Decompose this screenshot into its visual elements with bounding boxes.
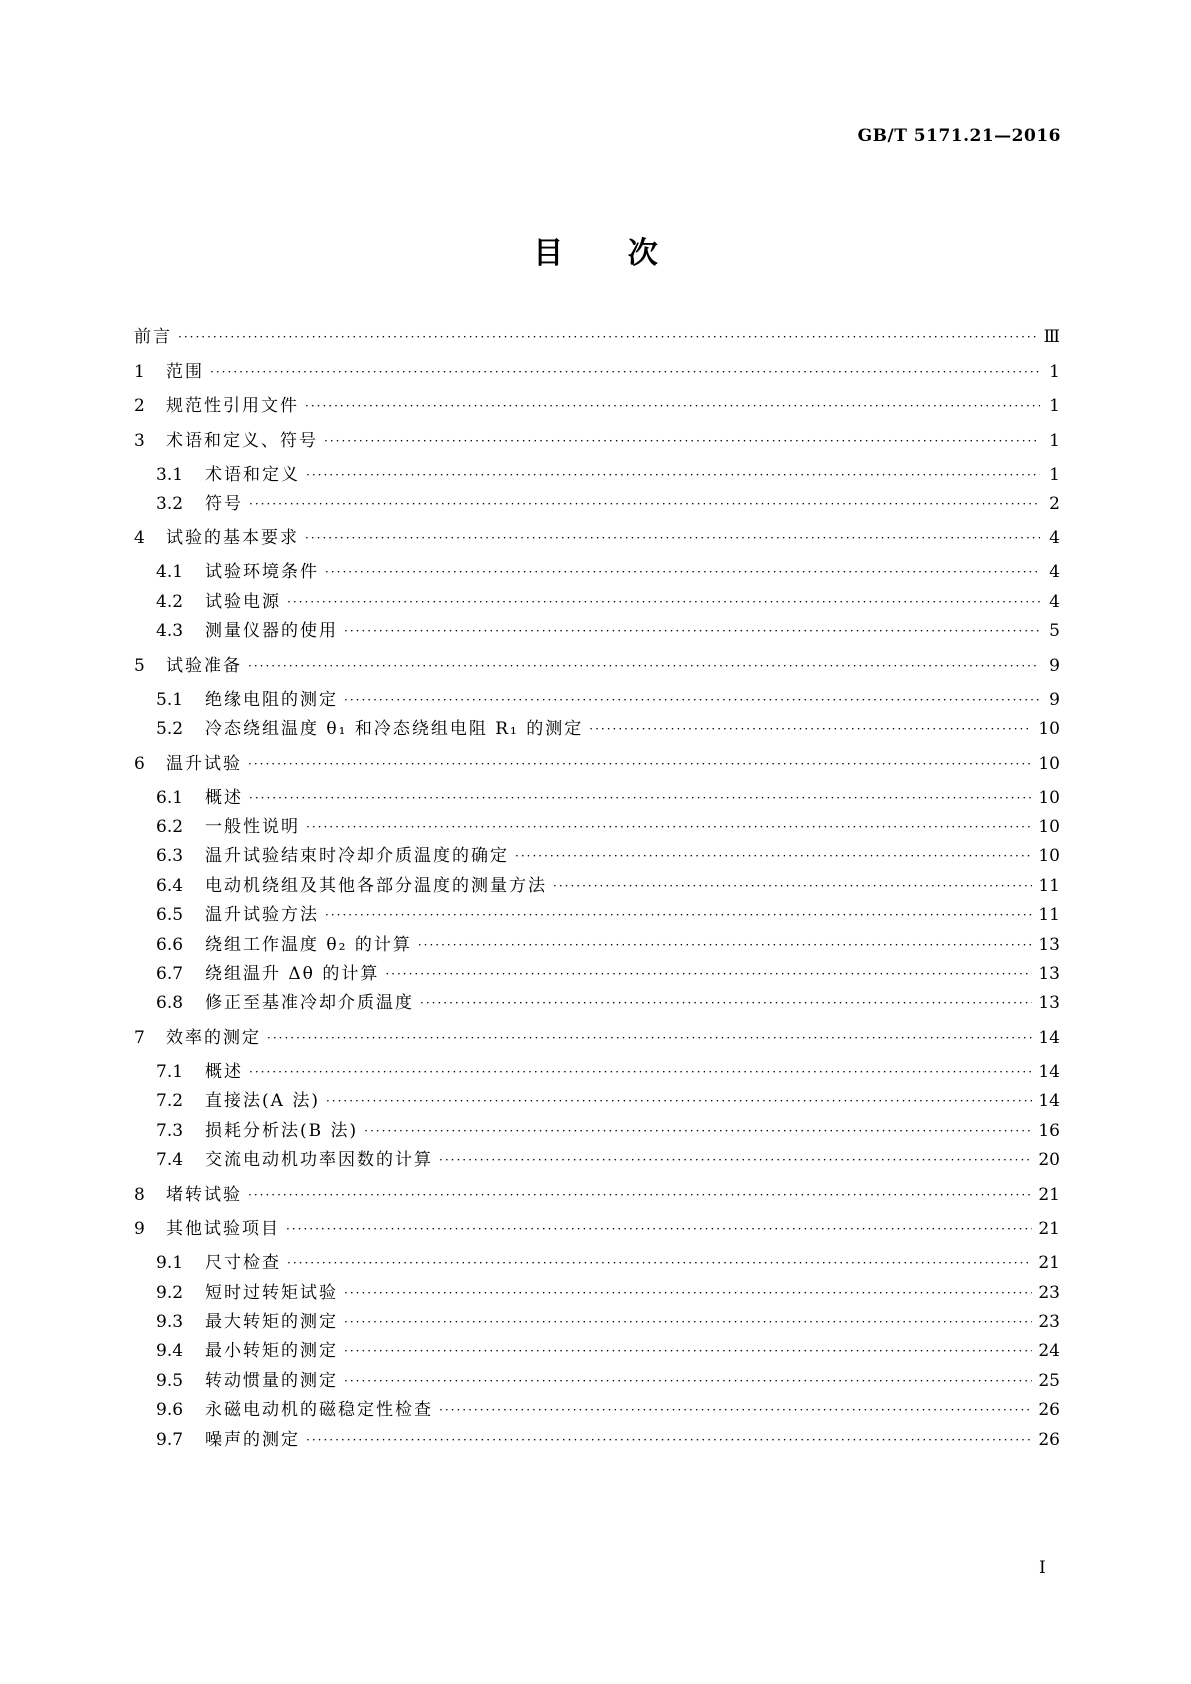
dot-leader [344,688,1040,712]
toc-entry-page: 26 [1038,1429,1060,1450]
toc-entry-number: 3.1 [156,464,184,485]
toc-title: 目 次 [533,236,658,271]
toc-entry[interactable] [134,903,1060,927]
toc-entry-title: 温升试验 [166,753,242,774]
dot-leader [287,1251,1032,1275]
toc-entry-number: 4.3 [156,621,184,642]
toc-entry-page: 4 [1049,591,1060,612]
dot-leader [306,815,1032,839]
toc-entry-number: 9.2 [156,1282,184,1303]
toc-entry-title: 绕组工作温度 θ₂ 的计算 [205,934,412,955]
toc-entry-page: 23 [1038,1282,1060,1303]
toc-entry-title: 交流电动机功率因数的计算 [205,1150,433,1171]
dot-leader [344,619,1040,643]
dot-leader [439,1398,1032,1422]
toc-entry-page: 11 [1038,905,1060,926]
toc-entry-number: 7.2 [156,1091,184,1112]
toc-entry-title: 冷态绕组温度 θ₁ 和冷态绕组电阻 R₁ 的测定 [205,719,584,740]
toc-entry-number: 6.6 [156,934,184,955]
toc-entry-number: 5 [134,655,145,676]
toc-entry-page: 10 [1038,787,1060,808]
toc-entry-title: 术语和定义、符号 [166,430,318,451]
dot-leader [249,786,1032,810]
dot-leader [249,492,1040,516]
dot-leader [325,903,1032,927]
dot-leader [324,429,1040,453]
toc-entry[interactable] [134,874,1060,898]
toc-entry-title: 短时过转矩试验 [205,1282,338,1303]
toc-entry[interactable] [134,1148,1060,1172]
toc-entry-page: 4 [1049,528,1060,549]
toc-entry-page: 2 [1049,493,1060,514]
toc-entry[interactable] [134,590,1060,614]
toc-entry-number: 6.4 [156,875,184,896]
toc-entry-title: 损耗分析法(B 法) [205,1120,359,1141]
toc-entry[interactable] [134,526,1060,550]
dot-leader [515,844,1032,868]
toc-entry[interactable] [134,991,1060,1015]
toc-entry-page: 26 [1038,1400,1060,1421]
toc-entry-number: 6.5 [156,905,184,926]
toc-entry-page: 1 [1049,430,1060,451]
toc-entry-number: 5.1 [156,689,184,710]
toc-entry-title: 规范性引用文件 [166,396,299,416]
toc-entry-number: 6.1 [156,787,184,808]
toc-entry-page: 1 [1049,361,1060,382]
toc-entry-page: 5 [1049,621,1060,642]
toc-entry-number: 4.2 [156,591,184,612]
toc-entry-number: 9 [134,1219,145,1240]
dot-leader [305,526,1040,550]
dot-leader [364,1119,1032,1143]
toc-entry[interactable] [134,492,1060,516]
toc-entry-number: 4 [134,528,145,549]
dot-leader [248,1183,1032,1207]
toc-entry[interactable] [134,1060,1060,1084]
toc-entry-number: 9.5 [156,1370,184,1391]
toc-entry[interactable] [134,360,1060,384]
toc-entry-title: 修正至基准冷却介质温度 [205,993,414,1014]
toc-entry-page: 10 [1038,846,1060,867]
toc-entry-page: 10 [1038,753,1060,774]
toc-entry[interactable] [134,688,1060,712]
toc-entry-title: 噪声的测定 [205,1429,300,1450]
toc-entry[interactable] [134,752,1060,776]
toc-entry-page: 25 [1038,1370,1060,1391]
toc-entry[interactable] [134,1119,1060,1143]
toc-entry[interactable] [134,962,1060,986]
dot-leader [249,1060,1032,1084]
dot-leader [306,1428,1032,1452]
toc-entry-page: 13 [1038,934,1060,955]
dot-leader [325,560,1040,584]
toc-entry-title: 术语和定义 [205,464,300,485]
dot-leader [344,1310,1032,1334]
dot-leader [305,394,1040,418]
toc-entry-title: 试验环境条件 [205,562,319,583]
toc-entry[interactable] [134,933,1060,957]
toc-entry[interactable] [134,1183,1060,1207]
dot-leader [267,1026,1032,1050]
toc-entry-page: 13 [1038,993,1060,1014]
toc-entry-title: 尺寸检查 [205,1253,281,1274]
toc-entry-number: 4.1 [156,562,184,583]
toc-entry-title: 最小转矩的测定 [205,1341,338,1362]
toc-entry-number: 7.1 [156,1061,184,1082]
toc-entry[interactable] [134,786,1060,810]
toc-entry-title: 绝缘电阻的测定 [205,689,338,710]
dot-leader [286,1217,1032,1241]
toc-entry-number: 6.2 [156,817,184,837]
toc-entry-number: 9.3 [156,1311,184,1332]
toc-entry-title: 永磁电动机的磁稳定性检查 [205,1400,433,1421]
dot-leader [385,962,1032,986]
toc-entry-page: 10 [1038,817,1060,837]
dot-leader [589,717,1032,741]
toc-entry-title: 温升试验方法 [205,905,319,926]
dot-leader [326,1089,1032,1113]
toc-entry-number: 9.1 [156,1253,184,1274]
dot-leader [178,325,1038,349]
toc-entry-page: 20 [1038,1150,1060,1171]
toc-entry-title: 试验的基本要求 [166,528,299,549]
dot-leader [248,654,1040,678]
toc-entry[interactable] [134,815,1060,839]
toc-entry-title: 效率的测定 [166,1027,261,1048]
toc-entry[interactable] [134,394,1060,418]
toc-entry[interactable] [134,1251,1060,1275]
toc-entry[interactable] [134,1217,1060,1241]
toc-entry[interactable] [134,560,1060,584]
toc-entry-number: 6 [134,753,145,774]
dot-leader [439,1148,1032,1172]
toc-entry-title: 测量仪器的使用 [205,621,338,642]
toc-entry-title: 温升试验结束时冷却介质温度的确定 [205,846,509,867]
toc-entry-number: 9.6 [156,1400,184,1421]
toc-entry-page: 21 [1038,1253,1060,1274]
toc-entry-page: 14 [1038,1027,1060,1048]
toc-entry-number: 7.4 [156,1150,184,1171]
toc-entry[interactable] [134,619,1060,643]
toc-entry-title: 试验电源 [205,591,281,612]
toc-entry-page: 21 [1038,1184,1060,1205]
toc-entry-page: 21 [1038,1219,1060,1240]
toc-entry-title: 其他试验项目 [166,1219,280,1240]
toc-entry-page: Ⅲ [1043,327,1060,347]
toc-entry-number: 7.3 [156,1120,184,1141]
dot-leader [420,991,1032,1015]
toc-entry-title: 堵转试验 [166,1184,242,1205]
toc-entry-page: 1 [1049,396,1060,416]
toc-entry-page: 23 [1038,1311,1060,1332]
toc-entry-number: 3 [134,430,145,451]
toc-entry-page: 9 [1049,655,1060,676]
toc-entry-page: 1 [1049,464,1060,485]
toc-entry-page: 9 [1049,689,1060,710]
standard-number: GB/T 5171.21—2016 [857,126,1061,146]
toc-entry-number: 6.8 [156,993,184,1014]
toc-entry-page: 13 [1038,964,1060,984]
toc-entry-title: 电动机绕组及其他各部分温度的测量方法 [205,875,547,896]
toc-entry-number: 2 [134,396,145,416]
toc-entry-title: 符号 [205,493,243,514]
toc-entry[interactable] [134,717,1060,741]
dot-leader [210,360,1040,384]
toc-entry-title: 范围 [166,361,204,382]
toc-entry-number: 7 [134,1027,145,1048]
toc-entry-title: 概述 [205,1061,243,1082]
toc-entry[interactable] [134,1310,1060,1334]
dot-leader [306,463,1040,487]
toc-entry-title: 一般性说明 [205,817,300,837]
toc-entry-title: 直接法(A 法) [205,1091,320,1112]
toc-entry-number: 6.7 [156,964,184,984]
toc-entry-page: 4 [1049,562,1060,583]
toc-entry[interactable] [134,1398,1060,1422]
toc-entry-page: 11 [1038,875,1060,896]
toc-entry-title: 概述 [205,787,243,808]
toc-entry[interactable] [134,1026,1060,1050]
toc-entry-number: 1 [134,361,145,382]
toc-entry-title: 试验准备 [166,655,242,676]
toc-entry[interactable] [134,325,1060,349]
toc-entry-title: 最大转矩的测定 [205,1311,338,1332]
toc-entry[interactable] [134,1369,1060,1393]
dot-leader [344,1281,1032,1305]
toc-entry-page: 24 [1038,1341,1060,1362]
dot-leader [248,752,1032,776]
dot-leader [553,874,1032,898]
toc-entry-title: 前言 [134,327,172,347]
toc-entry-number: 6.3 [156,846,184,867]
toc-entry[interactable] [134,429,1060,453]
toc-entry[interactable] [134,1089,1060,1113]
toc-entry[interactable] [134,463,1060,487]
toc-entry-number: 5.2 [156,719,184,740]
dot-leader [418,933,1033,957]
toc-entry-page: 14 [1038,1091,1060,1112]
toc-entry-number: 8 [134,1184,145,1205]
toc-entry[interactable] [134,1339,1060,1363]
toc-entry-title: 转动惯量的测定 [205,1370,338,1391]
toc-entry[interactable] [134,1281,1060,1305]
toc-entry[interactable] [134,844,1060,868]
toc-entry[interactable] [134,1428,1060,1452]
toc-entry-number: 9.4 [156,1341,184,1362]
page-number: I [1039,1558,1046,1578]
toc-entry[interactable] [134,654,1060,678]
dot-leader [344,1369,1032,1393]
toc-entry-number: 3.2 [156,493,184,514]
toc-entry-page: 14 [1038,1061,1060,1082]
toc-entry-page: 10 [1038,719,1060,740]
toc-entry-page: 16 [1038,1120,1060,1141]
dot-leader [344,1339,1032,1363]
toc-entry-number: 9.7 [156,1429,184,1450]
dot-leader [287,590,1040,614]
toc-entry-title: 绕组温升 Δθ 的计算 [205,964,380,984]
